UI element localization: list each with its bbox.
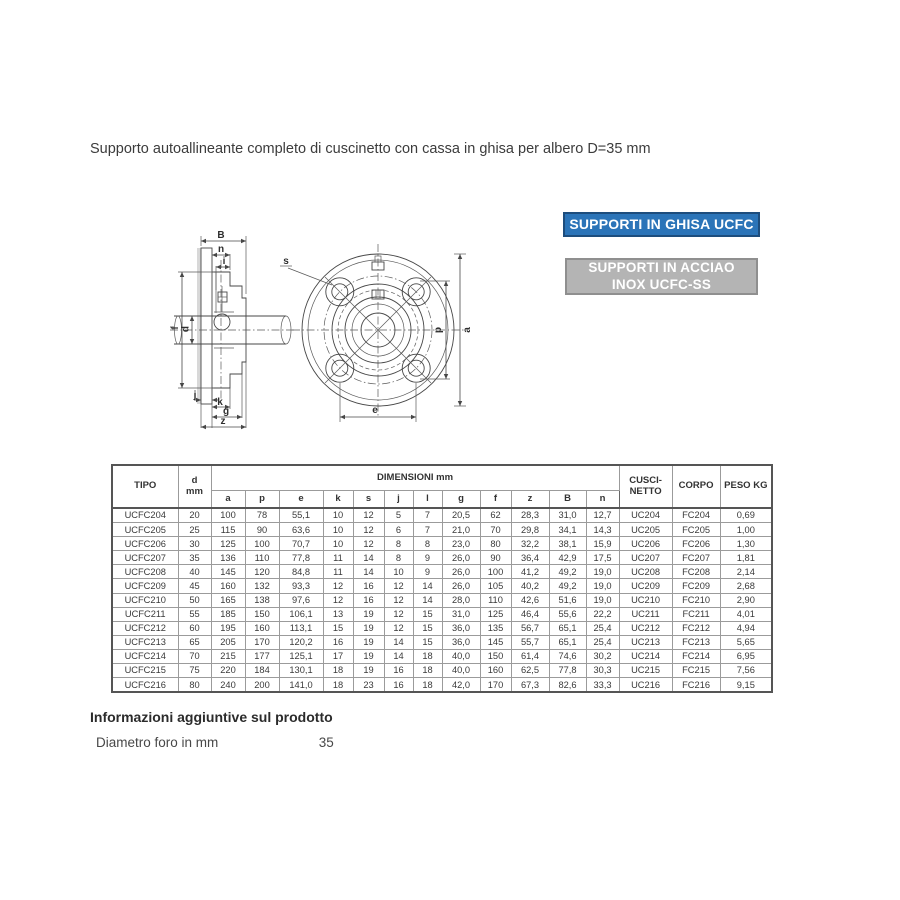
col-header-peso: PESO KG (720, 465, 772, 508)
side-view (170, 230, 296, 428)
table-cell: 15 (323, 621, 353, 635)
table-cell: 15 (413, 607, 442, 621)
table-cell: UC205 (619, 523, 672, 537)
table-cell: 61,4 (511, 649, 549, 663)
col-header-k: k (323, 491, 353, 509)
table-cell: 21,0 (442, 523, 480, 537)
table-cell: UCFC207 (112, 551, 178, 565)
table-cell: 70 (178, 649, 211, 663)
table-cell: 12 (384, 607, 413, 621)
table-cell: 20 (178, 508, 211, 523)
table-cell: 145 (480, 635, 511, 649)
table-row (112, 649, 772, 663)
table-cell: 29,8 (511, 523, 549, 537)
dim-label-B: B (217, 230, 225, 241)
table-cell: 10 (323, 537, 353, 551)
table-cell: 141,0 (279, 678, 323, 693)
table-cell: 19 (353, 664, 384, 678)
table-cell: 125 (480, 607, 511, 621)
table-cell: 220 (211, 664, 245, 678)
table-cell: UCFC209 (112, 579, 178, 593)
table-cell: 11 (323, 565, 353, 579)
table-cell: 106,1 (279, 607, 323, 621)
table-cell: 63,6 (279, 523, 323, 537)
table-cell: UC216 (619, 678, 672, 693)
table-cell: FC210 (672, 593, 720, 607)
table-cell: 165 (211, 593, 245, 607)
table-cell: 28,3 (511, 508, 549, 523)
table-cell: 17,5 (586, 551, 619, 565)
table-cell: 15,9 (586, 537, 619, 551)
dim-label-n: n (217, 244, 225, 255)
table-cell: UCFC213 (112, 635, 178, 649)
dim-label-f: f (170, 326, 181, 330)
table-cell: 6 (384, 523, 413, 537)
banner-inox-line2: INOX UCFC-SS (611, 276, 712, 292)
table-cell: 77,8 (279, 551, 323, 565)
table-cell: 18 (413, 664, 442, 678)
table-cell: 240 (211, 678, 245, 693)
table-cell: 19,0 (586, 593, 619, 607)
table-cell: 12 (323, 579, 353, 593)
table-cell: 120 (245, 565, 279, 579)
table-cell: 12 (353, 508, 384, 523)
table-cell: 31,0 (549, 508, 586, 523)
table-cell: 5 (384, 508, 413, 523)
table-cell: 22,2 (586, 607, 619, 621)
table-cell: 14 (384, 649, 413, 663)
table-cell: 8 (384, 537, 413, 551)
table-cell: 80 (178, 678, 211, 693)
table-cell: 105 (480, 579, 511, 593)
table-cell: 16 (353, 579, 384, 593)
table-cell: UC204 (619, 508, 672, 523)
table-cell: 33,3 (586, 678, 619, 693)
table-cell: 70 (480, 523, 511, 537)
table-cell: 14 (353, 551, 384, 565)
table-cell: 40 (178, 565, 211, 579)
table-cell: 18 (413, 678, 442, 693)
table-cell: 78 (245, 508, 279, 523)
table-cell: 93,3 (279, 579, 323, 593)
table-cell: 40,2 (511, 579, 549, 593)
table-cell: 150 (480, 649, 511, 663)
table-cell: 62 (480, 508, 511, 523)
table-cell: 11 (323, 551, 353, 565)
table-cell: 160 (211, 579, 245, 593)
table-cell: 56,7 (511, 621, 549, 635)
banner-supporti-ghisa[interactable]: SUPPORTI IN GHISA UCFC (563, 212, 760, 237)
table-cell: 26,0 (442, 579, 480, 593)
table-row (112, 664, 772, 678)
table-cell: 41,2 (511, 565, 549, 579)
table-cell: 12 (384, 621, 413, 635)
table-cell: 2,68 (720, 579, 772, 593)
table-cell: 12 (384, 593, 413, 607)
table-cell: FC205 (672, 523, 720, 537)
table-cell: UCFC215 (112, 664, 178, 678)
col-header-f: f (480, 491, 511, 509)
table-cell: UC214 (619, 649, 672, 663)
table-cell: 4,94 (720, 621, 772, 635)
table-cell: 23 (353, 678, 384, 693)
col-header-cuscinetto-line2: NETTO (629, 485, 662, 497)
table-cell: FC213 (672, 635, 720, 649)
table-cell: 160 (480, 664, 511, 678)
table-cell: 8 (413, 537, 442, 551)
col-header-n: n (586, 491, 619, 509)
table-cell: 55,6 (549, 607, 586, 621)
table-cell: FC211 (672, 607, 720, 621)
dim-label-p: p (433, 326, 444, 334)
table-cell: 177 (245, 649, 279, 663)
table-cell: 35 (178, 551, 211, 565)
table-cell: 130,1 (279, 664, 323, 678)
technical-drawing (168, 228, 483, 433)
table-cell: 51,6 (549, 593, 586, 607)
table-cell: 12 (323, 593, 353, 607)
table-cell: 12 (384, 579, 413, 593)
table-cell: 6,95 (720, 649, 772, 663)
table-cell: 135 (480, 621, 511, 635)
table-cell: 19,0 (586, 579, 619, 593)
table-cell: 9 (413, 565, 442, 579)
table-row (112, 508, 772, 523)
table-cell: 45 (178, 579, 211, 593)
table-cell: 2,14 (720, 565, 772, 579)
table-cell: UC208 (619, 565, 672, 579)
table-cell: 1,00 (720, 523, 772, 537)
table-row (112, 523, 772, 537)
table-cell: UC209 (619, 579, 672, 593)
table-cell: 120,2 (279, 635, 323, 649)
table-cell: 55,7 (511, 635, 549, 649)
table-cell: 18 (323, 664, 353, 678)
table-row (112, 565, 772, 579)
table-cell: UC213 (619, 635, 672, 649)
table-cell: 90 (245, 523, 279, 537)
table-cell: 19 (353, 607, 384, 621)
table-cell: 125 (211, 537, 245, 551)
table-cell: 15 (413, 635, 442, 649)
table-row (112, 579, 772, 593)
table-cell: 0,69 (720, 508, 772, 523)
table-cell: 60 (178, 621, 211, 635)
table-cell: 40,0 (442, 649, 480, 663)
page-title: Supporto autoallineante completo di cuscinetto con cassa in ghisa per albero D=35 mm (90, 141, 651, 157)
table-row (112, 678, 772, 693)
table-cell: FC212 (672, 621, 720, 635)
table-cell: 16 (384, 678, 413, 693)
table-cell: 132 (245, 579, 279, 593)
col-header-g: g (442, 491, 480, 509)
col-header-d (178, 465, 211, 508)
dim-label-j: j (193, 390, 197, 401)
table-cell: 77,8 (549, 664, 586, 678)
table-cell: 12 (353, 537, 384, 551)
table-cell: 32,2 (511, 537, 549, 551)
table-cell: 14 (353, 565, 384, 579)
table-cell: 74,6 (549, 649, 586, 663)
table-cell: 25 (178, 523, 211, 537)
table-cell: 200 (245, 678, 279, 693)
table-cell: 195 (211, 621, 245, 635)
table-cell: 2,90 (720, 593, 772, 607)
table-cell: UCFC210 (112, 593, 178, 607)
table-cell: 49,2 (549, 565, 586, 579)
table-cell: FC204 (672, 508, 720, 523)
table-cell: 19 (353, 649, 384, 663)
table-cell: 136 (211, 551, 245, 565)
table-cell: 15 (413, 621, 442, 635)
table-cell: 113,1 (279, 621, 323, 635)
table-cell: 12,7 (586, 508, 619, 523)
dim-label-s: s (283, 256, 289, 267)
table-cell: 100 (480, 565, 511, 579)
table-cell: 25,4 (586, 621, 619, 635)
table-cell: 5,65 (720, 635, 772, 649)
table-cell: UC211 (619, 607, 672, 621)
table-cell: 82,6 (549, 678, 586, 693)
table-cell: FC214 (672, 649, 720, 663)
table-cell: 90 (480, 551, 511, 565)
table-row (112, 551, 772, 565)
table-header (112, 465, 772, 508)
table-cell: 14,3 (586, 523, 619, 537)
table-cell: 110 (245, 551, 279, 565)
table-cell: FC208 (672, 565, 720, 579)
col-header-j: j (384, 491, 413, 509)
col-header-cuscinetto-line1: CUSCI- (629, 475, 662, 487)
table-cell: 7 (413, 508, 442, 523)
dim-label-d: d (180, 325, 192, 333)
col-header-s: s (353, 491, 384, 509)
dim-label-a: a (462, 327, 473, 333)
table-cell: 84,8 (279, 565, 323, 579)
additional-info-row (96, 735, 334, 750)
table-cell: UCFC216 (112, 678, 178, 693)
table-cell: 55,1 (279, 508, 323, 523)
table-cell: 34,1 (549, 523, 586, 537)
table-cell: 50 (178, 593, 211, 607)
front-view (280, 244, 473, 422)
table-cell: 138 (245, 593, 279, 607)
table-cell: 10 (323, 523, 353, 537)
table-cell: 13 (323, 607, 353, 621)
table-cell: 97,6 (279, 593, 323, 607)
table-cell: 184 (245, 664, 279, 678)
table-cell: 38,1 (549, 537, 586, 551)
table-cell: 1,81 (720, 551, 772, 565)
table-cell: 7,56 (720, 664, 772, 678)
table-body (112, 508, 772, 692)
table-cell: 19 (353, 635, 384, 649)
table-cell: 16 (384, 664, 413, 678)
table-row (112, 593, 772, 607)
table-cell: 145 (211, 565, 245, 579)
table-cell: 75 (178, 664, 211, 678)
dim-label-k: k (217, 397, 223, 408)
table-cell: 31,0 (442, 607, 480, 621)
col-header-z: z (511, 491, 549, 509)
info-value: 35 (318, 735, 334, 750)
col-header-B: B (549, 491, 586, 509)
table-row (112, 635, 772, 649)
col-header-dimensioni: DIMENSIONI mm (211, 465, 619, 491)
table-cell: 14 (413, 579, 442, 593)
table-cell: 18 (323, 678, 353, 693)
table-cell: 115 (211, 523, 245, 537)
table-cell: 25,4 (586, 635, 619, 649)
table-cell: 19 (353, 621, 384, 635)
col-header-p: p (245, 491, 279, 509)
table-cell: 160 (245, 621, 279, 635)
col-header-d-symbol: d (191, 475, 198, 487)
table-cell: UCFC205 (112, 523, 178, 537)
col-header-cuscinetto (619, 465, 672, 508)
table-cell: 62,5 (511, 664, 549, 678)
table-cell: 20,5 (442, 508, 480, 523)
col-header-tipo: TIPO (112, 465, 178, 508)
table-cell: 65 (178, 635, 211, 649)
table-cell: 40,0 (442, 664, 480, 678)
table-cell: 170 (480, 678, 511, 693)
table-row (112, 537, 772, 551)
table-row (112, 607, 772, 621)
table-cell: UCFC206 (112, 537, 178, 551)
table-cell: 26,0 (442, 551, 480, 565)
table-cell: 9,15 (720, 678, 772, 693)
table-cell: FC215 (672, 664, 720, 678)
table-cell: 16 (353, 593, 384, 607)
table-cell: FC206 (672, 537, 720, 551)
table-cell: UCFC211 (112, 607, 178, 621)
table-cell: 125,1 (279, 649, 323, 663)
col-header-e: e (279, 491, 323, 509)
dim-label-i: i (222, 256, 226, 267)
table-cell: 28,0 (442, 593, 480, 607)
dim-label-e: e (372, 405, 378, 416)
table-cell: 36,0 (442, 621, 480, 635)
banner-supporti-inox[interactable] (565, 258, 758, 295)
table-cell: 17 (323, 649, 353, 663)
table-cell: 42,0 (442, 678, 480, 693)
col-header-l: l (413, 491, 442, 509)
table-cell: 23,0 (442, 537, 480, 551)
table-cell: 14 (413, 593, 442, 607)
table-cell: 100 (245, 537, 279, 551)
table-cell: UCFC204 (112, 508, 178, 523)
col-header-a: a (211, 491, 245, 509)
table-cell: 70,7 (279, 537, 323, 551)
table-cell: 30,3 (586, 664, 619, 678)
table-cell: 110 (480, 593, 511, 607)
col-header-corpo: CORPO (672, 465, 720, 508)
table-cell: 36,4 (511, 551, 549, 565)
table-cell: FC207 (672, 551, 720, 565)
table-cell: UCFC208 (112, 565, 178, 579)
table-cell: 30 (178, 537, 211, 551)
table-cell: 4,01 (720, 607, 772, 621)
table-cell: 10 (384, 565, 413, 579)
table-cell: 80 (480, 537, 511, 551)
col-header-d-unit: mm (186, 485, 203, 497)
table-cell: 42,9 (549, 551, 586, 565)
table-cell: 185 (211, 607, 245, 621)
table-cell: 170 (245, 635, 279, 649)
additional-info-heading: Informazioni aggiuntive sul prodotto (90, 709, 333, 725)
table-cell: FC209 (672, 579, 720, 593)
table-cell: 150 (245, 607, 279, 621)
banner-inox-line1: SUPPORTI IN ACCIAO (588, 260, 735, 275)
table-cell: 16 (323, 635, 353, 649)
dim-label-z: z (220, 416, 226, 427)
table-cell: 215 (211, 649, 245, 663)
table-cell: 55 (178, 607, 211, 621)
table-cell: UC212 (619, 621, 672, 635)
table-cell: 1,30 (720, 537, 772, 551)
table-cell: 9 (413, 551, 442, 565)
table-cell: 42,6 (511, 593, 549, 607)
info-label: Diametro foro in mm (96, 735, 219, 750)
table-cell: 30,2 (586, 649, 619, 663)
table-cell: 10 (323, 508, 353, 523)
table-cell: UCFC212 (112, 621, 178, 635)
table-cell: 26,0 (442, 565, 480, 579)
table-cell: FC216 (672, 678, 720, 693)
table-cell: 14 (384, 635, 413, 649)
table-cell: 65,1 (549, 621, 586, 635)
table-cell: UC207 (619, 551, 672, 565)
table-cell: 7 (413, 523, 442, 537)
dimensions-table (111, 464, 773, 693)
table-cell: 49,2 (549, 579, 586, 593)
table-cell: 100 (211, 508, 245, 523)
table-cell: 65,1 (549, 635, 586, 649)
table-cell: 67,3 (511, 678, 549, 693)
table-cell: 19,0 (586, 565, 619, 579)
table-cell: 205 (211, 635, 245, 649)
table-cell: UC210 (619, 593, 672, 607)
table-cell: 12 (353, 523, 384, 537)
table-cell: 18 (413, 649, 442, 663)
dim-label-g: g (222, 406, 230, 417)
table-cell: UCFC214 (112, 649, 178, 663)
table-cell: 46,4 (511, 607, 549, 621)
table-cell: 36,0 (442, 635, 480, 649)
table-cell: UC215 (619, 664, 672, 678)
table-cell: UC206 (619, 537, 672, 551)
table-cell: 8 (384, 551, 413, 565)
table-row (112, 621, 772, 635)
